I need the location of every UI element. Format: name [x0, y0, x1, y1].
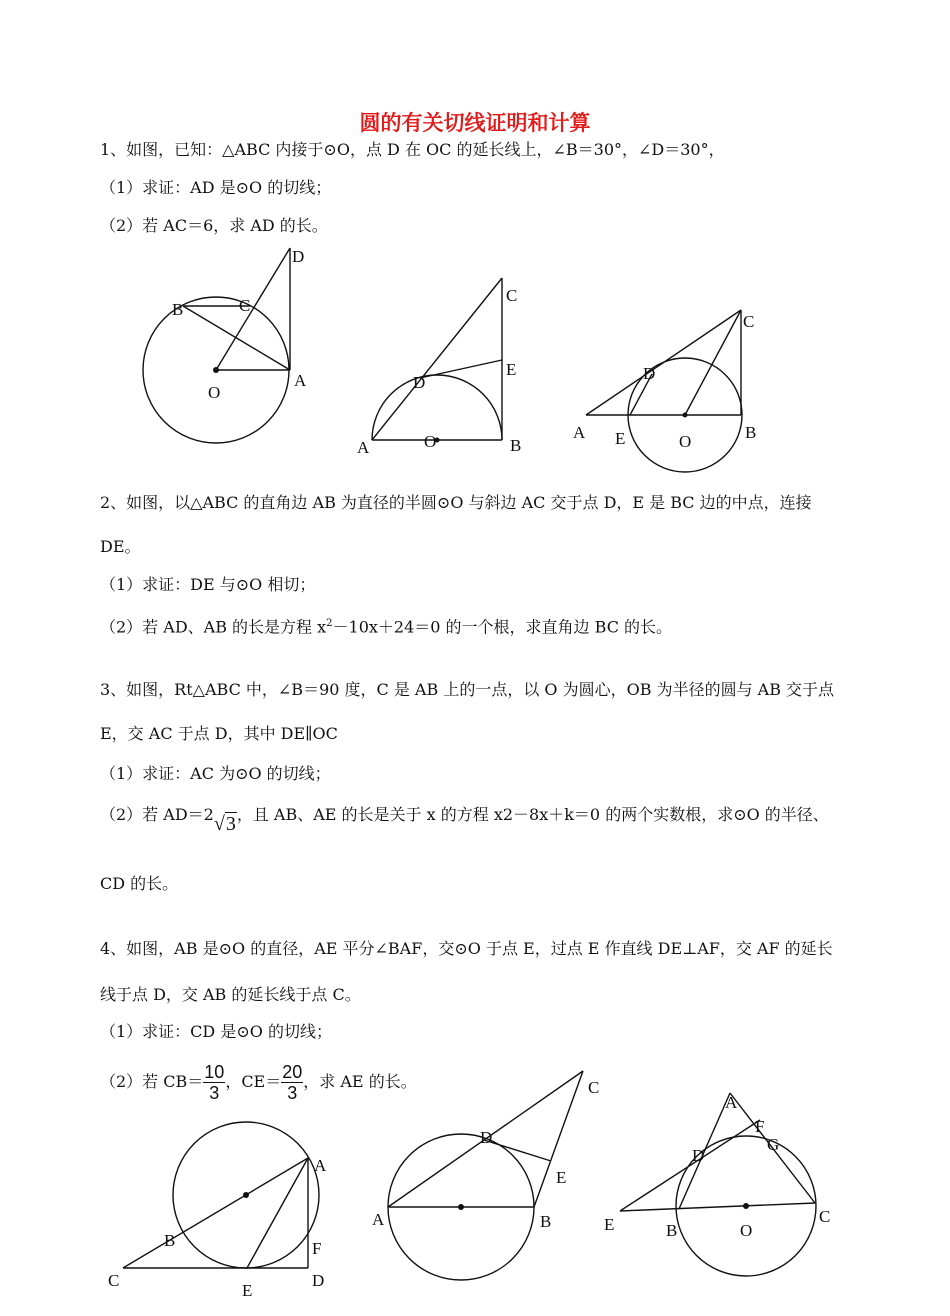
q2-part2-a: （2）若 AD、AB 的长是方程 x — [100, 617, 327, 637]
q3-part2-b: ，且 AB、AE 的长是关于 x 的方程 x2－8x＋k＝0 的两个实数根，求⊙O 的半径、 — [236, 805, 829, 824]
q4-part2-a: （2）若 CB＝ — [100, 1072, 204, 1091]
label-f5-B: B — [540, 1212, 552, 1231]
label-f1-B: B — [172, 300, 184, 319]
q1-stem: 1、如图，已知：△ABC 内接于⊙O，点 D 在 OC 的延长线上，∠B＝30°，∠D＝30°， — [100, 140, 725, 159]
label-f4-D: D — [312, 1271, 325, 1290]
label-f2-B: B — [510, 436, 522, 455]
q4-part2-c: ，求 AE 的长。 — [303, 1072, 417, 1091]
label-f6-D: D — [692, 1146, 705, 1165]
label-f6-G: G — [767, 1135, 780, 1154]
label-f2-O: O — [424, 432, 437, 451]
q3-part1: （1）求证：AC 为⊙O 的切线； — [100, 764, 331, 783]
q4-part1: （1）求证：CD 是⊙O 的切线； — [100, 1022, 332, 1041]
label-f2-C: C — [506, 286, 518, 305]
label-f6-F: F — [755, 1117, 765, 1136]
q2-part2-sup: 2 — [326, 618, 333, 629]
label-f1-C: C — [239, 296, 251, 315]
label-f2-D: D — [413, 373, 426, 392]
fraction-cb-num: 10 — [204, 1062, 225, 1082]
label-f6-B: B — [666, 1221, 678, 1240]
fraction-ce-num: 20 — [282, 1062, 303, 1082]
label-f2-A: A — [357, 438, 370, 457]
label-f6-O: O — [740, 1221, 753, 1240]
label-f5-C: C — [588, 1078, 600, 1097]
figure-4 — [108, 1122, 327, 1300]
fraction-cb-den: 3 — [209, 1083, 220, 1103]
label-f6-C: C — [819, 1207, 831, 1226]
q1-part1: （1）求证：AD 是⊙O 的切线； — [100, 178, 332, 197]
fraction-ce-den: 3 — [287, 1083, 298, 1103]
label-f3-O: O — [679, 432, 692, 451]
q4-part2-b: ，CE＝ — [225, 1072, 282, 1091]
q2-part2 — [100, 614, 672, 637]
figure-3 — [573, 310, 756, 472]
q4-part2 — [100, 1060, 417, 1104]
q3-stem-line1: 3、如图，Rt△ABC 中，∠B＝90 度，C 是 AB 上的一点，以 O 为圆心，OB 为半径的圆与 AB 交于点 — [100, 680, 835, 699]
q1-part2: （2）若 AC＝6，求 AD 的长。 — [100, 216, 328, 235]
figure-6 — [604, 1093, 830, 1276]
fraction-ce — [281, 1062, 303, 1103]
q2-stem-line2: DE。 — [100, 537, 141, 556]
q2-stem-line1: 2、如图，以△ABC 的直角边 AB 为直径的半圆⊙O 与斜边 AC 交于点 D，E 是 BC 边的中点，连接 — [100, 493, 812, 512]
label-f3-E: E — [615, 429, 626, 448]
label-f4-A: A — [314, 1156, 327, 1175]
sqrt-3: √3 — [213, 813, 236, 835]
q3-part2 — [100, 804, 829, 835]
q4-stem-line1: 4、如图，AB 是⊙O 的直径，AE 平分∠BAF，交⊙O 于点 E，过点 E 作直线 DE⊥AF，交 AF 的延长 — [100, 939, 833, 958]
label-f4-E: E — [242, 1281, 253, 1300]
label-f1-D: D — [292, 247, 305, 266]
label-f2-E: E — [506, 360, 517, 379]
label-f5-E: E — [556, 1168, 567, 1187]
label-f1-A: A — [294, 371, 307, 390]
sqrt-radicand: 3 — [225, 813, 236, 835]
label-f3-C: C — [743, 312, 755, 331]
label-f3-D: D — [643, 364, 656, 383]
label-f4-F: F — [312, 1239, 322, 1258]
q3-part2-a: （2）若 AD＝2 — [100, 805, 214, 824]
fraction-cb — [203, 1062, 225, 1103]
q3-part2-line2: CD 的长。 — [100, 874, 179, 893]
label-f6-A: A — [725, 1093, 738, 1112]
q2-part2-b: －10x＋24＝0 的一个根，求直角边 BC 的长。 — [332, 617, 673, 637]
page-title: 圆的有关切线证明和计算 — [359, 111, 591, 135]
q3-stem-line2: E，交 AC 于点 D，其中 DE∥OC — [100, 724, 338, 743]
figure-1 — [143, 247, 307, 443]
label-f4-C: C — [108, 1271, 120, 1290]
label-f5-D: D — [480, 1128, 493, 1147]
label-f3-A: A — [573, 423, 586, 442]
label-f4-B: B — [164, 1231, 176, 1250]
label-f5-A: A — [372, 1210, 385, 1229]
figure-2 — [357, 278, 521, 457]
label-f1-O: O — [208, 383, 221, 402]
q2-part1: （1）求证：DE 与⊙O 相切； — [100, 575, 316, 594]
label-f3-B: B — [745, 423, 757, 442]
q4-stem-line2: 线于点 D，交 AB 的延长线于点 C。 — [100, 985, 361, 1004]
label-f6-E: E — [604, 1215, 615, 1234]
